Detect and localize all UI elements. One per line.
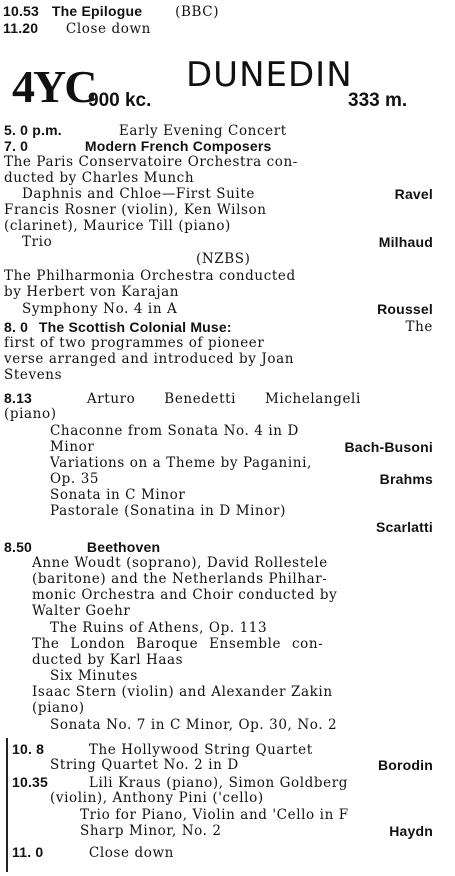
time: 10.35 [12,774,49,790]
work-line [50,758,433,773]
time: 7. 0 [4,138,29,154]
composer: Roussel [377,301,433,317]
work-title: Daphnis and Chloe—First Suite [22,186,255,202]
programme-text: Close down [65,21,151,37]
station-wavelength: 333 m. [348,90,408,111]
performer-line: The London Baroque Ensemble con- [32,636,324,652]
time: 8.13 [4,390,33,406]
performer-line: The Philharmonia Orchestra conducted [4,268,296,284]
description-line: verse arranged and introduced by Joan [4,351,295,367]
performer-line: (piano) [4,406,57,422]
performer-line: ducted by Karl Haas [32,652,184,668]
work-title: Trio [22,234,53,250]
performer-line: The Hollywood String Quartet [88,742,313,758]
work-line [50,440,433,455]
programme-title: The Epilogue [51,3,143,19]
composer: Borodin [377,757,433,773]
work-title: The Ruins of Athens, Op. 113 [50,620,268,636]
listing-epilogue [3,4,219,20]
listing-close-down [12,845,174,861]
programme-title: The Scottish Colonial Muse: [38,319,232,335]
work-title: Sonata in C Minor [50,487,186,503]
listing-early-evening [4,123,287,139]
work-title: Sharp Minor, No. 2 [80,823,222,839]
performer-line: Arturo Benedetti Michelangeli [86,391,361,407]
source-note: (NZBS) [196,251,251,267]
performer-line: monic Orchestra and Choir conducted by [32,587,338,603]
programme-text: Early Evening Concert [118,123,287,139]
performer-line: Francis Rosner (violin), Ken Wilson [4,202,267,218]
work-title: Minor [50,439,95,455]
work-line [50,472,433,487]
performer-line: (piano) [32,700,85,716]
station-callsign: 4YC [12,61,96,112]
performer-line: The Paris Conservatoire Orchestra con- [4,154,298,170]
work-title: Variations on a Theme by Paganini, [50,455,312,471]
work-line [22,302,433,317]
work-title: Chaconne from Sonata No. 4 in D [50,423,299,439]
work-line [80,824,433,839]
performer-line: Isaac Stern (violin) and Alexander Zakin [32,684,333,700]
time: 11.20 [3,20,39,36]
time: 8. 0 [4,319,29,335]
performer-line: Anne Woudt (soprano), David Rollestele [32,555,328,571]
programme-text: The [405,319,433,335]
work-title: Trio for Piano, Violin and 'Cello in F [80,807,349,823]
performer-line: Walter Goehr [32,603,131,619]
work-title: Pastorale (Sonatina in D Minor) [50,503,286,519]
work-line [22,235,433,250]
composer: Haydn [389,823,433,839]
work-title: Symphony No. 4 in A [22,301,178,317]
performer-line: ducted by Charles Munch [4,170,195,186]
performer-line: (clarinet), Maurice Till (piano) [4,218,231,234]
source-note: (BBC) [175,4,220,20]
performer-line: (violin), Anthony Pini ('cello) [50,790,264,806]
performer-line: (baritone) and the Netherlands Philhar- [32,571,328,587]
work-title: String Quartet No. 2 in D [50,757,239,773]
composer: Ravel [394,186,433,202]
description-line: Stevens [4,367,63,383]
station-frequency: 900 kc. [88,90,152,111]
composer: Milhaud [378,234,433,250]
time: 11. 0 [12,844,44,860]
time: 10. 8 [12,741,45,757]
description-line: first of two programmes of pioneer [4,335,265,351]
work-title: Op. 35 [50,471,100,487]
programme-text: Close down [88,845,174,861]
performer-line: by Herbert von Karajan [4,284,180,300]
listing-close-down-top [3,21,151,37]
margin-rule [6,738,8,872]
programme-title: Beethoven [86,539,161,555]
composer: Brahms [379,471,433,487]
station-city: DUNEDIN [186,55,353,95]
work-title: Six Minutes [50,668,138,684]
composer: Bach-Busoni [344,439,433,455]
work-line [22,187,433,202]
programme-title: Modern French Composers [84,138,272,154]
composer: Scarlatti [375,519,433,535]
time: 8.50 [4,539,33,555]
time: 5. 0 p.m. [4,122,62,138]
performer-line: Lili Kraus (piano), Simon Goldberg [88,775,349,791]
work-title: Sonata No. 7 in C Minor, Op. 30, No. 2 [50,717,338,733]
time: 10.53 [3,3,40,19]
